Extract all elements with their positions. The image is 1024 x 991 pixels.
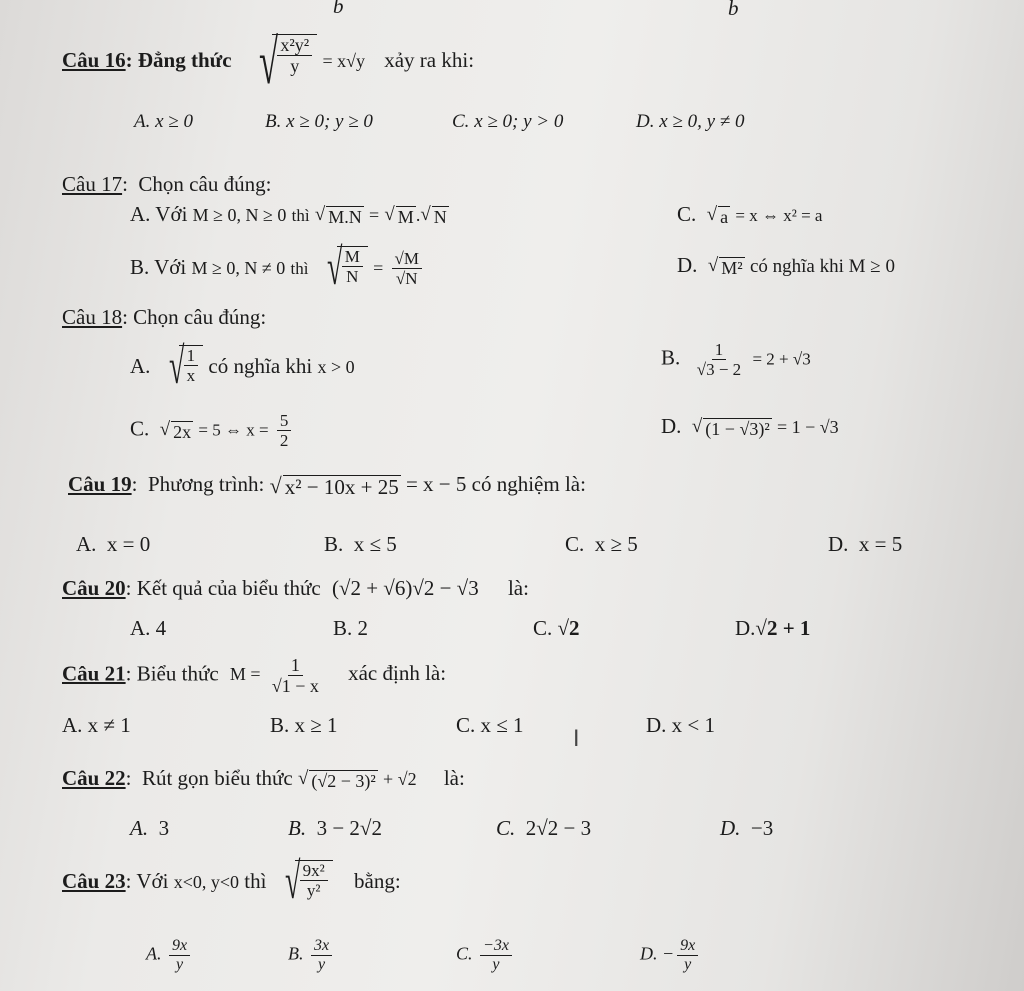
question-23: Câu 23: Với x<0, y<0 thì √ $\frac{\text{9x²}}{\text{y²}}$ bằng: [62, 854, 401, 910]
radical-expression: √ x² − 10x + 25 [269, 472, 399, 499]
option-18b[interactable]: B. $\frac{1}{√3 - 2}$ = 2 + √3 [661, 340, 811, 379]
question-text: Với [136, 868, 169, 893]
option-17d[interactable]: D. √ M² có nghĩa khi M ≥ 0 [677, 253, 895, 279]
option-21d[interactable]: D. x < 1 [646, 713, 716, 737]
top-mark-left: b [333, 0, 344, 18]
question-label: Câu 20 [62, 576, 126, 600]
question-text: Rút gọn biểu thức [141, 766, 293, 790]
option-19b[interactable]: B. x ≤ 5 [324, 532, 397, 556]
option-23d[interactable]: D. − $\frac{9x}{y}$ [640, 938, 701, 973]
option-21a[interactable]: A. x ≠ 1 [62, 713, 131, 737]
question-18: Câu 18: Chọn câu đúng: [62, 305, 267, 329]
question-21: Câu 21: Biểu thức M = $\frac{1}{√1 - x}$ xác định là: [62, 655, 447, 696]
option-17b[interactable]: B. Với M ≥ 0, N ≠ 0 thì √ $\frac{M}{N}$ = $\frac{√M}{√N}$ [130, 246, 425, 292]
option-22b[interactable]: B. 3 − 2√2 [288, 816, 382, 840]
option-17c[interactable]: C. √ a = x ⇔ x² = a [677, 202, 823, 228]
option-20d[interactable]: D.√2 + 1 [735, 616, 811, 640]
option-21b[interactable]: B. x ≥ 1 [270, 713, 338, 737]
question-label: Câu 18 [62, 305, 123, 329]
formula-rhs: = x√y [322, 51, 365, 72]
question-text: Kết quả của biểu thức [136, 576, 321, 600]
question-suffix: xảy ra khi: [384, 48, 475, 73]
question-16: Câu 16: Đẳng thức √ $\frac{\text{x²y²}}{y}$ = x√y xảy ra khi: [62, 27, 475, 97]
option-16b[interactable]: B. x ≥ 0; y ≥ 0 [265, 111, 373, 132]
question-text: Đẳng thức [137, 48, 232, 73]
question-20: Câu 20: Kết quả của biểu thức (√2 + √6)√2 − √3 là: [62, 576, 529, 600]
option-23a[interactable]: A. $\frac{9x}{y}$ [146, 938, 193, 973]
question-label: Câu 17 [62, 172, 123, 196]
question-text: Chọn câu đúng: [138, 172, 272, 196]
radical-expression: √ $\frac{\text{x²y²}}{y}$ [243, 34, 317, 91]
option-19a[interactable]: A. x = 0 [76, 532, 151, 556]
option-23c[interactable]: C. $\frac{-3x}{y}$ [456, 938, 515, 973]
top-mark-right: b [728, 0, 739, 20]
option-22c[interactable]: C. 2√2 − 3 [496, 816, 592, 840]
option-20b[interactable]: B. 2 [333, 616, 369, 640]
question-label: Câu 19 [68, 472, 132, 496]
question-19: Câu 19: Phương trình: √ x² − 10x + 25 = x − 5 có nghiệm là: [68, 472, 586, 499]
question-text: Biểu thức [136, 661, 219, 686]
option-22a[interactable]: A. 3 [130, 816, 170, 840]
question-label: Câu 21 [62, 661, 126, 686]
option-22d[interactable]: D. −3 [720, 816, 774, 840]
option-18c[interactable]: C. √ 2x = 5 ⇔ x = $\frac{5}{2}$ [130, 412, 294, 449]
fraction: $\frac{\text{x²y²}}{y}$ [277, 36, 312, 75]
question-label: Câu 23 [62, 868, 126, 893]
question-label: Câu 22 [62, 766, 126, 790]
option-19d[interactable]: D. x = 5 [828, 532, 903, 556]
expression: (√2 + √6)√2 − √3 [331, 576, 479, 600]
option-17a[interactable]: A. Với M ≥ 0, N ≥ 0 thì √ M.N = √ M . √ N [130, 202, 447, 228]
question-text: Phương trình: [147, 472, 265, 496]
option-19c[interactable]: C. x ≥ 5 [565, 532, 638, 556]
option-21c[interactable]: C. x ≤ 1 [456, 713, 524, 737]
question-label: Câu 16 [62, 48, 126, 73]
radical-expression: √ (√2 − 3)² [298, 768, 376, 792]
option-16d[interactable]: D. x ≥ 0, y ≠ 0 [636, 111, 745, 132]
text-cursor-icon: I [573, 727, 580, 752]
question-22: Câu 22: Rút gọn biểu thức √ (√2 − 3)² + √2 là: [62, 766, 465, 792]
option-16c[interactable]: C. x ≥ 0; y > 0 [452, 111, 564, 132]
option-16a[interactable]: A. x ≥ 0 [134, 111, 193, 132]
option-23b[interactable]: B. $\frac{3x}{y}$ [288, 938, 335, 973]
question-17: Câu 17: Chọn câu đúng: [62, 172, 272, 196]
question-text: Chọn câu đúng: [133, 305, 267, 329]
option-18d[interactable]: D. √ (1 − √3)² = 1 − √3 [661, 414, 839, 440]
option-18a[interactable]: A. √ $\frac{1}{x}$ có nghĩa khi x > 0 [130, 339, 355, 395]
option-20c[interactable]: C. √2 [533, 616, 580, 640]
option-20a[interactable]: A. 4 [130, 616, 167, 640]
